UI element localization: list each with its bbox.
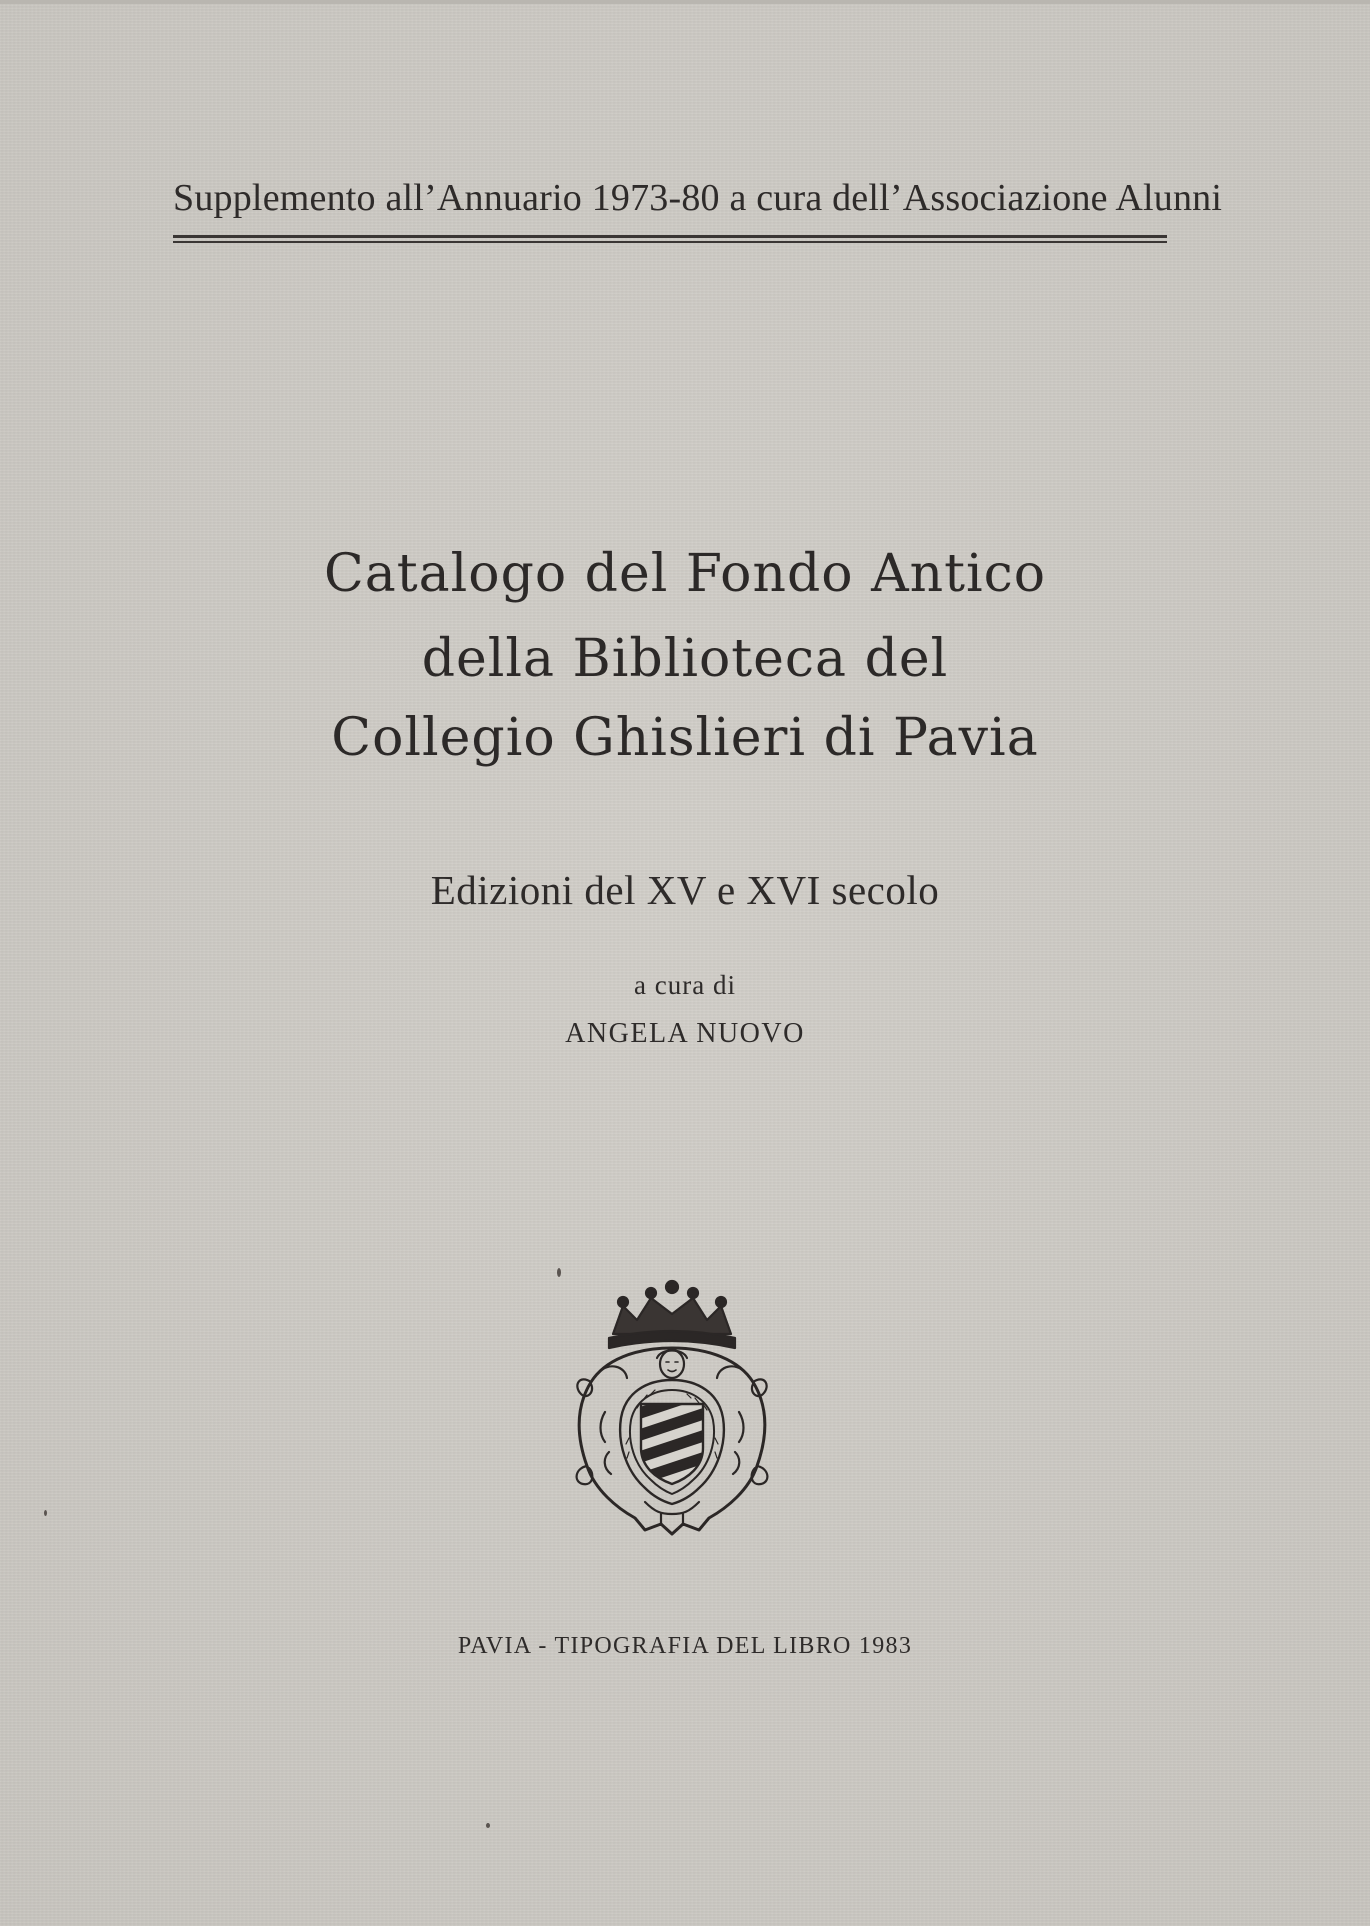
title-line-3: Collegio Ghislieri di Pavia xyxy=(331,708,1039,768)
ghislieri-coat-of-arms-icon xyxy=(565,1262,779,1540)
supplement-line: Supplemento all’Annuario 1973-80 a cura dell’Associazione Alunni xyxy=(173,177,1223,219)
double-rule-top xyxy=(173,235,1167,238)
imprint: PAVIA - TIPOGRAFIA DEL LIBRO 1983 xyxy=(457,1633,913,1659)
paper-speck xyxy=(557,1268,561,1277)
double-rule-bottom xyxy=(173,241,1167,243)
paper-speck xyxy=(44,1510,47,1516)
curator-intro: a cura di xyxy=(634,970,736,1000)
title-line-1: Catalogo del Fondo Antico xyxy=(323,544,1047,604)
title-line-2: della Biblioteca del xyxy=(421,629,949,689)
cover-top-edge xyxy=(0,0,1370,4)
subtitle: Edizioni del XV e XVI secolo xyxy=(430,867,940,913)
paper-speck xyxy=(486,1823,490,1828)
curator-name: ANGELA NUOVO xyxy=(565,1018,805,1049)
